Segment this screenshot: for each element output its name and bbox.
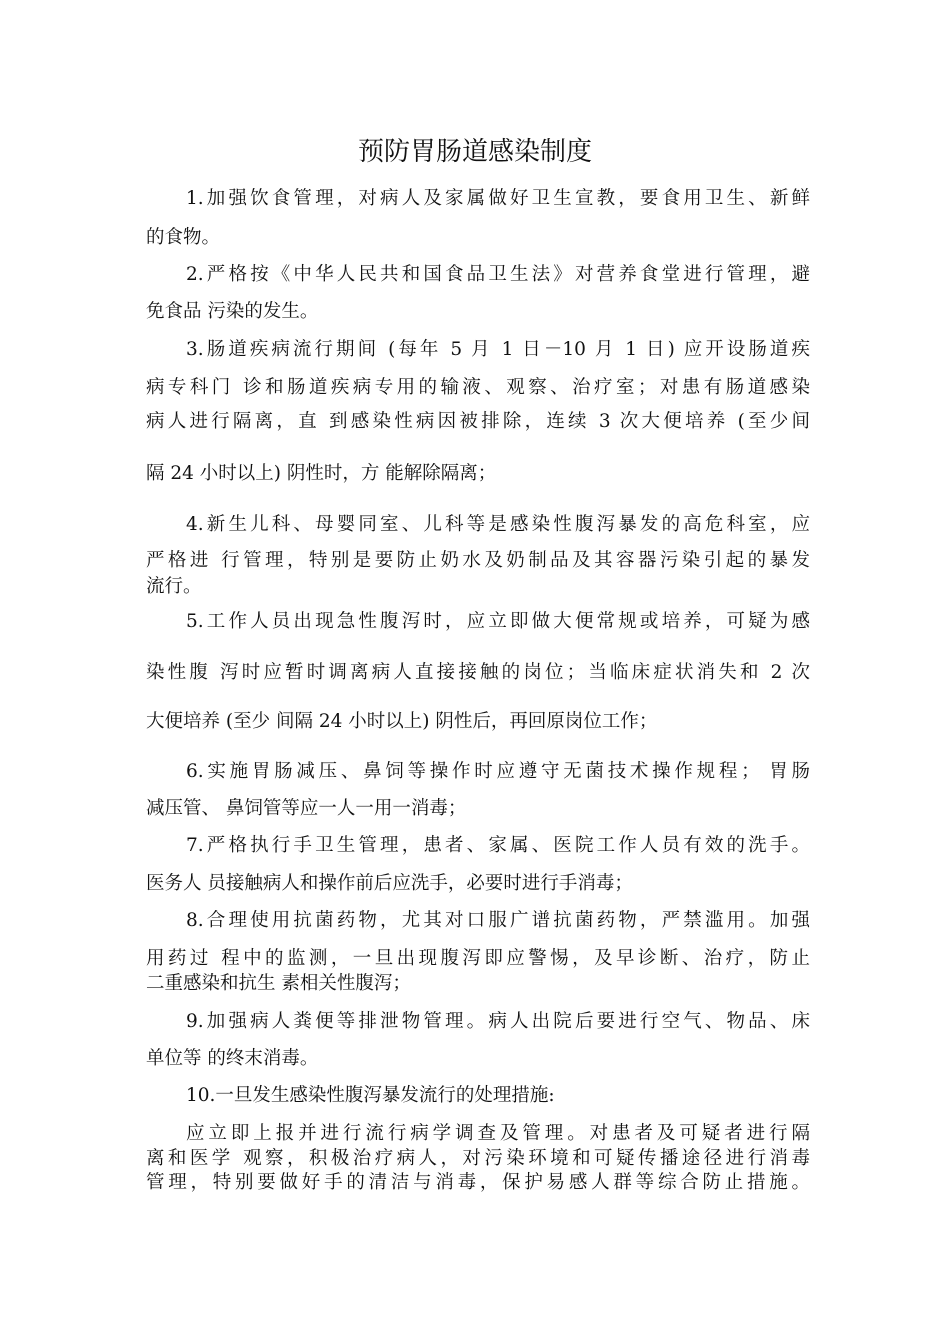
item-6-line-2: 减压管、 鼻饲管等应一人一用一消毒； [146,798,467,819]
item-4-line-2: 严格进 行管理，特别是要防止奶水及奶制品及其容器污染引起的暴发 [146,550,810,571]
item-9-line-2: 单位等 的终末消毒。 [146,1048,319,1069]
item-1-line-2: 的食物。 [146,227,221,248]
item-6-line-1: 6.实施胃肠减压、鼻饲等操作时应遵守无菌技术操作规程； 胃肠 [186,761,810,782]
item-8-line-1: 8.合理使用抗菌药物，尤其对口服广谱抗菌药物，严禁滥用。加强 [186,910,810,931]
item-4-line-1: 4.新生儿科、母婴同室、儿科等是感染性腹泻暴发的高危科室，应 [186,514,810,535]
item-3-line-2: 病专科门 诊和肠道疾病专用的输液、观察、治疗室；对患有肠道感染 [146,377,810,398]
item-8-line-2: 用药过 程中的监测，一旦出现腹泻即应警惕，及早诊断、治疗，防止 [146,948,810,969]
item-5-line-3: 大便培养 (至少 间隔 24 小时以上) 阴性后，再回原岗位工作； [146,711,658,732]
item-7-line-1: 7.严格执行手卫生管理，患者、家属、医院工作人员有效的洗手。 [186,835,810,856]
item-1-line-1: 1.加强饮食管理，对病人及家属做好卫生宣教，要食用卫生、新鲜 [186,188,810,209]
measures-line-1: 应立即上报并进行流行病学调查及管理。对患者及可疑者进行隔 [186,1123,810,1144]
item-10-line-1: 10.一旦发生感染性腹泻暴发流行的处理措施: [186,1085,555,1106]
item-9-line-1: 9.加强病人粪便等排泄物管理。病人出院后要进行空气、物品、床 [186,1011,810,1032]
item-2-line-1: 2.严格按《中华人民共和国食品卫生法》对营养食堂进行管理，避 [186,264,810,285]
item-2-line-2: 免食品 污染的发生。 [146,301,319,322]
item-5-line-1: 5.工作人员出现急性腹泻时，应立即做大便常规或培养，可疑为感 [186,611,810,632]
measures-line-3: 管理，特别要做好手的清洁与消毒，保护易感人群等综合防止措施。 [146,1172,810,1193]
item-5-line-2: 染性腹 泻时应暂时调离病人直接接触的岗位；当临床症状消失和 2 次 [146,662,810,683]
item-3-line-3: 病人进行隔离，直 到感染性病因被排除，连续 3 次大便培养 (至少间 [146,411,810,432]
item-7-line-2: 医务人 员接触病人和操作前后应洗手，必要时进行手消毒； [146,873,633,894]
item-3-line-1: 3.肠道疾病流行期间 (每年 5 月 1 日－10 月 1 日) 应开设肠道疾 [186,339,810,360]
measures-line-2: 离和医学 观察，积极治疗病人，对污染环境和可疑传播途径进行消毒 [146,1148,810,1169]
item-3-line-4: 隔 24 小时以上) 阴性时，方 能解除隔离； [146,463,497,484]
item-8-line-3: 二重感染和抗生 素相关性腹泻； [146,973,411,994]
item-4-line-3: 流行。 [146,576,202,597]
document-title: 预防胃肠道感染制度 [357,137,592,167]
